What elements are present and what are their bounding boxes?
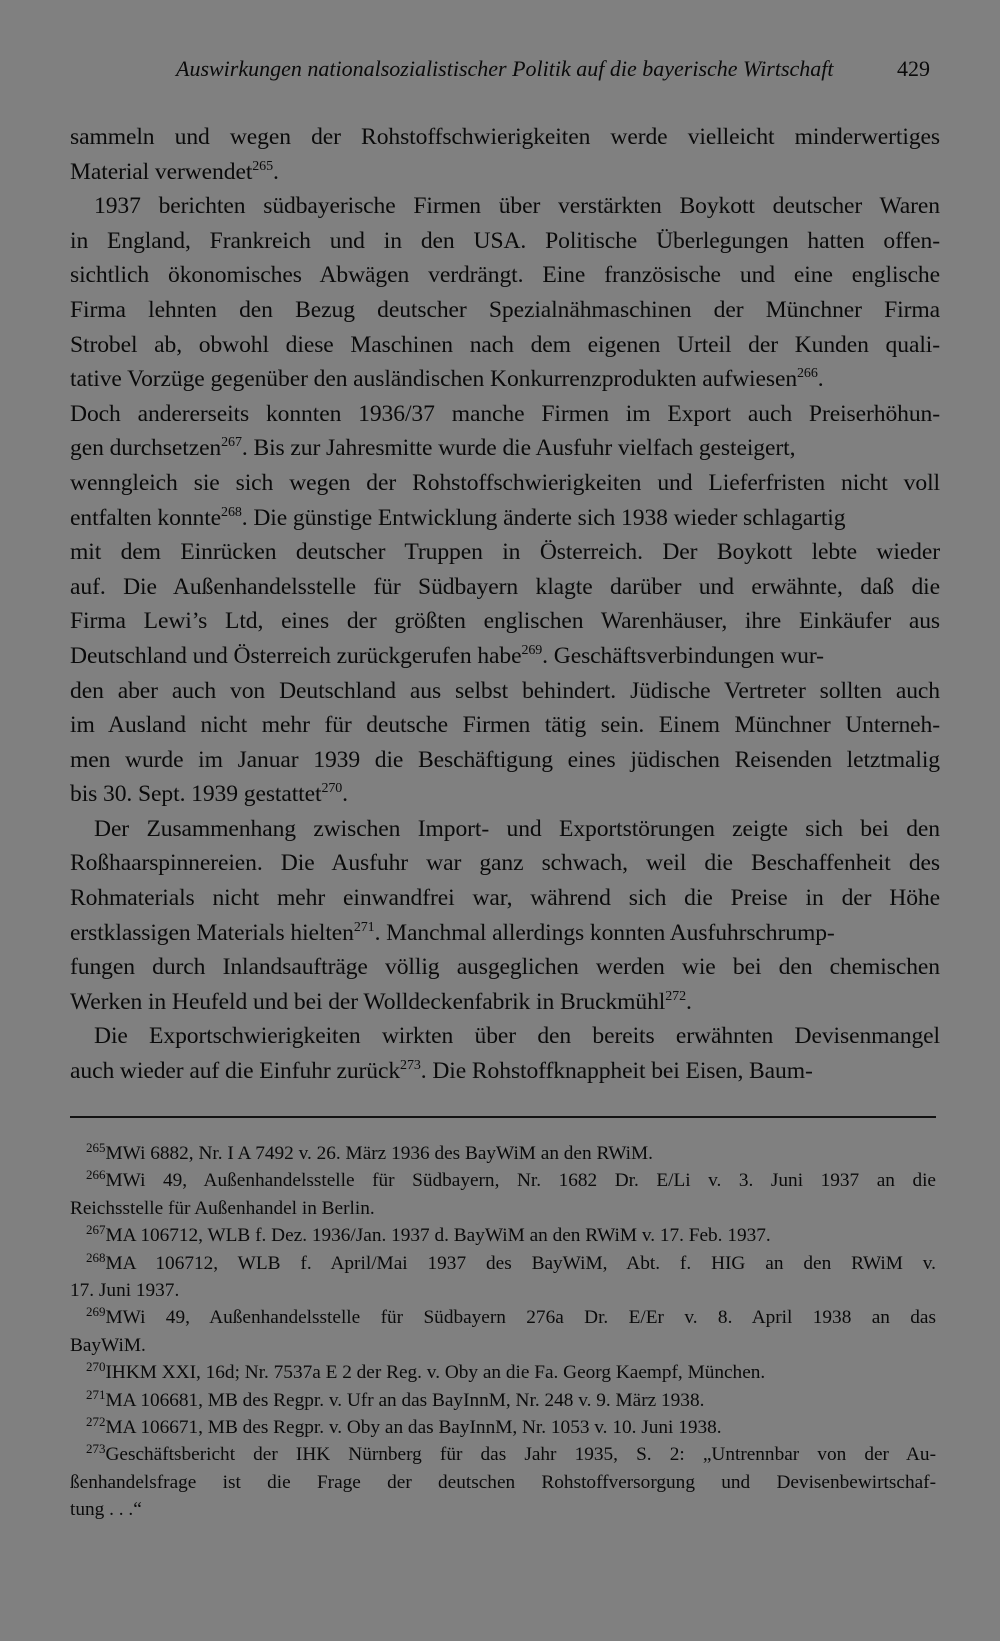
text-line: gen durchsetzen$^{267}$. Bis zur Jahresmitte wurde die Ausfuhr vielfach gesteigert, bbox=[70, 435, 796, 462]
footnote-number: 267 bbox=[86, 1222, 106, 1238]
footnote-text: tung . . .“ bbox=[70, 1499, 142, 1521]
text-line: auf. Die Außenhandelsstelle für Südbayern klagte darüber und erwähnte, daß die bbox=[70, 573, 940, 600]
footnote-text: Geschäftsbericht der IHK Nürnberg für das Jahr 1935, S. 2: „Untrennbar von der Au- bbox=[105, 1444, 936, 1466]
text-line: auch wieder auf die Einfuhr zurück$^{273}$. Die Rohstoffknappheit bei Eisen, Baum- bbox=[70, 1058, 813, 1085]
footnote-ref: 266 bbox=[797, 366, 818, 382]
footnote-ref: 271 bbox=[353, 919, 375, 935]
footnote-265 bbox=[70, 1140, 936, 1167]
footnote-divider bbox=[70, 1116, 936, 1118]
text-line: Rohmaterials nicht mehr einwandfrei war, während sich die Preise in der Höhe bbox=[70, 885, 940, 912]
footnote-ref: 273 bbox=[400, 1058, 421, 1074]
footnote-ref: 265 bbox=[252, 158, 273, 174]
footnote-text: 17. Juni 1937. bbox=[70, 1279, 180, 1301]
text-line: sichtlich ökonomisches Abwägen verdrängt. Eine französische und eine englische bbox=[70, 262, 940, 289]
footnote-text: IHKM XXI, 16d; Nr. 7537a E 2 der Reg. v. Oby an die Fa. Georg Kaempf, München. bbox=[105, 1362, 766, 1384]
footnote-272 bbox=[70, 1414, 936, 1441]
footnote-number: 271 bbox=[86, 1386, 106, 1402]
text-line: fungen durch Inlandsaufträge völlig ausgeglichen werden wie bei den chemischen bbox=[70, 954, 940, 981]
footnote-text: Reichsstelle für Außenhandel in Berlin. bbox=[70, 1197, 375, 1219]
footnote-text: MWi 49, Außenhandelsstelle für Südbayern, Nr. 1682 Dr. E/Li v. 3. Juni 1937 an die bbox=[105, 1170, 936, 1192]
running-title: Auswirkungen nationalsozialistischer Politik auf die bayerische Wirtschaft bbox=[176, 56, 834, 81]
footnote-270 bbox=[70, 1359, 936, 1386]
footnote-text: MA 106671, MB des Regpr. v. Oby an das BayInnM, Nr. 1053 v. 10. Juni 1938. bbox=[105, 1416, 722, 1438]
text-line: Der Zusammenhang zwischen Import- und Exportstörungen zeigte sich bei den bbox=[94, 815, 940, 842]
footnote-271 bbox=[70, 1387, 936, 1414]
footnote-number: 269 bbox=[86, 1304, 106, 1320]
text-line: in England, Frankreich und in den USA. Politische Überlegungen hatten offen- bbox=[70, 227, 940, 254]
footnote-ref: 272 bbox=[665, 988, 686, 1004]
footnote-ref: 269 bbox=[521, 642, 543, 658]
text-line: Material verwendet$^{265}$. bbox=[70, 158, 279, 185]
footnote-text: ßenhandelsfrage ist die Frage der deutschen Rohstoffversorgung und Devisenbewirtschaf- bbox=[70, 1471, 936, 1493]
text-line: Firma lehnten den Bezug deutscher Spezialnähmaschinen der Münchner Firma bbox=[70, 296, 940, 323]
text-line: Doch andererseits konnten 1936/37 manche Firmen im Export auch Preiserhöhun- bbox=[70, 400, 940, 427]
footnote-text: MA 106681, MB des Regpr. v. Ufr an das BayInnM, Nr. 248 v. 9. März 1938. bbox=[105, 1389, 705, 1411]
footnote-number: 272 bbox=[86, 1413, 106, 1429]
footnote-ref: 268 bbox=[221, 504, 242, 520]
running-head bbox=[176, 56, 930, 88]
text-line: im Ausland nicht mehr für deutsche Firmen tätig sein. Einem Münchner Unterneh- bbox=[70, 712, 940, 739]
footnote-text: BayWiM. bbox=[70, 1334, 146, 1356]
text-line: Deutschland und Österreich zurückgerufen habe$^{269}$. Geschäftsverbindungen wur- bbox=[70, 642, 824, 669]
footnote-text: MA 106712, WLB f. April/Mai 1937 des BayWiM, Abt. f. HIG an den RWiM v. bbox=[105, 1252, 936, 1274]
text-line: wenngleich sie sich wegen der Rohstoffschwierigkeiten und Lieferfristen nicht voll bbox=[70, 469, 940, 496]
footnote-number: 266 bbox=[86, 1167, 106, 1183]
text-line: mit dem Einrücken deutscher Truppen in Österreich. Der Boykott lebte wieder bbox=[70, 539, 940, 566]
footnote-number: 273 bbox=[86, 1441, 106, 1457]
footnote-number: 265 bbox=[86, 1140, 106, 1155]
footnote-text: MA 106712, WLB f. Dez. 1936/Jan. 1937 d. BayWiM an den RWiM v. 17. Feb. 1937. bbox=[105, 1225, 771, 1247]
footnote-273 bbox=[70, 1441, 936, 1523]
footnote-ref: 270 bbox=[321, 781, 343, 797]
footnote-number: 268 bbox=[86, 1249, 106, 1265]
footnote-268 bbox=[70, 1250, 936, 1305]
text-line: men wurde im Januar 1939 die Beschäftigung eines jüdischen Reisenden letztmalig bbox=[70, 746, 940, 773]
footnote-269 bbox=[70, 1304, 936, 1359]
text-line: Strobel ab, obwohl diese Maschinen nach dem eigenen Urteil der Kunden quali- bbox=[70, 331, 940, 358]
text-line: 1937 berichten südbayerische Firmen über verstärkten Boykott deutscher Waren bbox=[94, 193, 940, 220]
footnote-number: 270 bbox=[86, 1359, 106, 1375]
footnote-266 bbox=[70, 1167, 936, 1222]
footnote-text: MWi 6882, Nr. I A 7492 v. 26. März 1936 des BayWiM an den RWiM. bbox=[105, 1143, 653, 1164]
text-line: Firma Lewi’s Ltd, eines der größten englischen Warenhäuser, ihre Einkäufer aus bbox=[70, 608, 940, 635]
text-line: erstklassigen Materials hielten$^{271}$. Manchmal allerdings konnten Ausfuhrschrump- bbox=[70, 919, 835, 946]
footnote-ref: 267 bbox=[221, 435, 242, 451]
footnotes bbox=[70, 1140, 936, 1523]
text-line: Roßhaarspinnereien. Die Ausfuhr war ganz schwach, weil die Beschaffenheit des bbox=[70, 850, 940, 877]
text-line: tative Vorzüge gegenüber den ausländischen Konkurrenzprodukten aufwiesen$^{266}$. bbox=[70, 366, 824, 393]
page-number: 429 bbox=[897, 56, 930, 81]
text-line: Werken in Heufeld und bei der Wolldeckenfabrik in Bruckmühl$^{272}$. bbox=[70, 988, 692, 1015]
text-line: Die Exportschwierigkeiten wirkten über den bereits erwähnten Devisenmangel bbox=[94, 1023, 940, 1050]
main-text bbox=[70, 120, 940, 1089]
text-line: den aber auch von Deutschland aus selbst behindert. Jüdische Vertreter sollten auch bbox=[70, 677, 940, 704]
text-line: sammeln und wegen der Rohstoffschwierigkeiten werde vielleicht minderwertiges bbox=[70, 124, 940, 150]
footnote-267 bbox=[70, 1222, 936, 1249]
footnote-text: MWi 49, Außenhandelsstelle für Südbayern 276a Dr. E/Er v. 8. April 1938 an das bbox=[105, 1307, 936, 1329]
text-line: bis 30. Sept. 1939 gestattet$^{270}$. bbox=[70, 781, 348, 808]
text-line: entfalten konnte$^{268}$. Die günstige Entwicklung änderte sich 1938 wieder schlagartig bbox=[70, 504, 846, 531]
